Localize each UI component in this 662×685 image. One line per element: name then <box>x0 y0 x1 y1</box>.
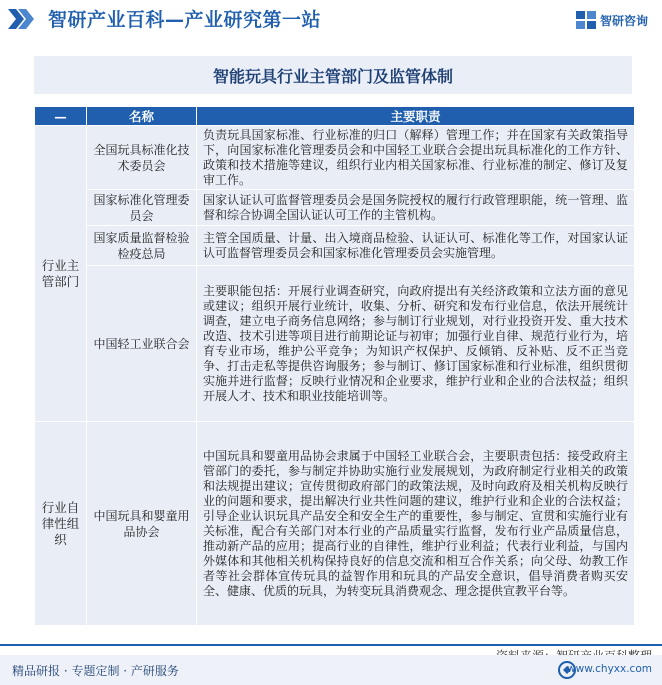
document-title: 智能玩具行业主管部门及监管体制 <box>212 67 453 86</box>
category-cell: 行业主管部门 <box>35 126 87 422</box>
table-header-row <box>35 107 635 126</box>
category-cell: 行业自律性组织 <box>35 422 87 626</box>
footer-url[interactable]: www.chyxx.com <box>567 663 652 675</box>
org-name-cell: 中国玩具和婴童用品协会 <box>87 422 197 626</box>
table-row <box>35 226 635 266</box>
table-row <box>35 422 635 626</box>
top-bar <box>0 0 662 38</box>
table-row <box>35 190 635 226</box>
brand-logo[interactable] <box>576 11 648 29</box>
column-header-duty: 主要职责 <box>197 107 635 126</box>
duty-cell: 负责玩具国家标准、行业标准的归口（解释）管理工作；并在国家有关政策指导下，向国家标准化管理委员会和中国轻工业联合会提出玩具标准化的工作方针、政策和技术措施等建议，组织行业内相关国家标准、行业标准的制定、修订及复审工作。 <box>197 126 635 190</box>
duty-cell: 国家认证认可监督管理委员会是国务院授权的履行行政管理职能，统一管理、监督和综合协调全国认证认可工作的主管机构。 <box>197 190 635 226</box>
double-chevron-icon <box>8 9 34 29</box>
site-title: 智研产业百科—产业研究第一站 <box>48 9 322 31</box>
duty-cell: 主要职能包括：开展行业调查研究，向政府提出有关经济政策和立法方面的意见或建议；组织开展行业统计，收集、分析、研究和发布行业信息，依法开展统计调查，建立电子商务信息网络；参与制订行业规划，对行业投资开发、重大技术改造、技术引进等项目进行前期论证与初审；加强行业自律、规范行业行为，培育专业市场，维护公平竞争；为知识产权保护、反倾销、反补贴、反不正当竞争、打击走私等提供咨询服务；参与制订、修订国家标准和行业标准，组织贯彻实施并进行监督；反映行业情况和企业要求，维护行业和企业的合法权益；组织开展人才、技术和职业技能培训等。 <box>197 266 635 422</box>
footer-bar <box>0 655 662 685</box>
column-header-name: 名称 <box>87 107 197 126</box>
table-row <box>35 266 635 422</box>
org-name-cell: 全国玩具标准化技术委员会 <box>87 126 197 190</box>
org-name-cell: 中国轻工业联合会 <box>87 266 197 422</box>
title-band <box>34 56 632 94</box>
footer-services: 精品研报 · 专题定制 · 产研服务 <box>12 664 179 678</box>
org-name-cell: 国家质量监督检验检疫总局 <box>87 226 197 266</box>
regulatory-table <box>34 106 635 626</box>
footer-divider <box>0 644 662 646</box>
duty-cell: 中国玩具和婴童用品协会隶属于中国轻工业联合会，主要职责包括：接受政府主管部门的委托，参与制定并协助实施行业发展规划，为政府制定行业相关的政策和法规提出建议；宣传贯彻政府部门的政策法规，及时向政府及相关机构反映行业的问题和要求，提出解决行业共性问题的建议，维护行业和企业的合法权益；引导企业认识玩具产品安全和安全生产的重要性，参与制定、宣贯和实施行业有关标准，配合有关部门对本行业的产品质量实行监督，发布行业产品质量信息，推动新产品的应用；提高行业的自律性，维护行业利益；代表行业利益，与国内外媒体和其他相关机构保持良好的信息交流和相互合作关系；向父母、幼教工作者等社会群体宣传玩具的益智作用和玩具的产品安全意识，倡导消费者购买安全、健康、优质的玩具，为转变玩具消费观念、理念提供宣教平台等。 <box>197 422 635 626</box>
brand-name: 智研咨询 <box>599 13 648 28</box>
column-header-category: — <box>35 107 87 126</box>
duty-cell: 主管全国质量、计量、出入境商品检验、认证认可、标准化等工作，对国家认证认可监督管理委员会和国家标准化管理委员会实施管理。 <box>197 226 635 266</box>
brand-icon <box>576 11 596 29</box>
table-row <box>35 126 635 190</box>
org-name-cell: 国家标准化管理委员会 <box>87 190 197 226</box>
